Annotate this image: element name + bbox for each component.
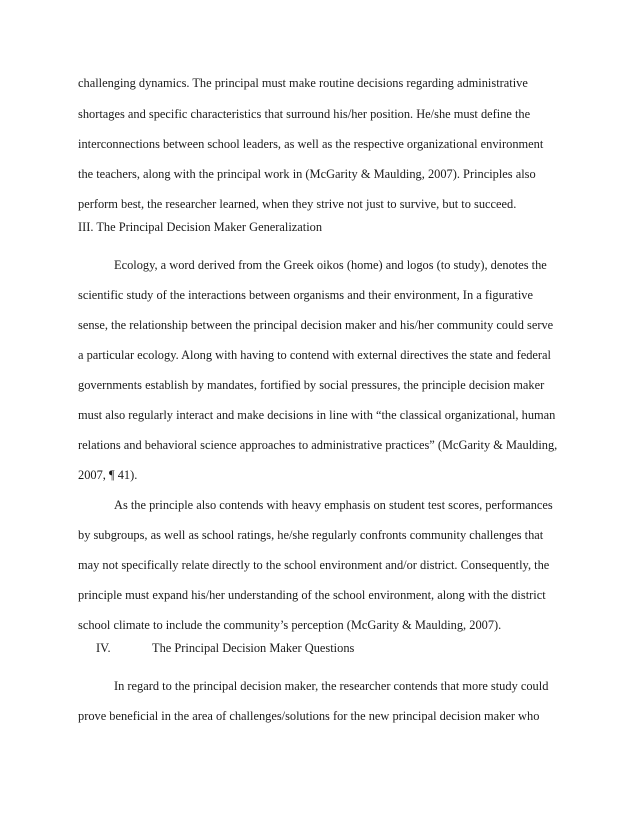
text-line: interconnections between school leaders, as well as the respective organizational environment: [78, 137, 544, 151]
text-line: governments establish by mandates, fortified by social pressures, the principle decision maker: [78, 378, 545, 392]
text-line: In regard to the principal decision maker, the researcher contends that more study could: [114, 679, 549, 693]
text-line: scientific study of the interactions between organisms and their environment, In a figurative: [78, 288, 533, 302]
text-line: prove beneficial in the area of challenges/solutions for the new principal decision maker who: [78, 709, 540, 723]
text-line: school climate to include the community’s perception (McGarity & Maulding, 2007).: [78, 618, 502, 632]
section-heading-3: III. The Principal Decision Maker Generalization: [78, 220, 323, 234]
text-line: principle must expand his/her understanding of the school environment, along with the district: [78, 588, 546, 602]
text-line: a particular ecology. Along with having to contend with external directives the state and federal: [78, 348, 551, 362]
text-line: may not specifically relate directly to the school environment and/or district. Consequently, the: [78, 558, 550, 572]
text-line: sense, the relationship between the principal decision maker and his/her community could serve: [78, 318, 554, 332]
text-line: relations and behavioral science approaches to administrative practices” (McGarity & Maulding,: [78, 438, 558, 452]
text-line: must also regularly interact and make decisions in line with “the classical organizational, human: [78, 408, 556, 422]
text-line: As the principle also contends with heavy emphasis on student test scores, performances: [114, 498, 553, 512]
heading-title: The Principal Decision Maker Questions: [152, 641, 355, 655]
text-line: challenging dynamics. The principal must make routine decisions regarding administrative: [78, 76, 528, 90]
heading-numeral: IV.: [96, 641, 111, 655]
text-line: by subgroups, as well as school ratings, he/she regularly confronts community challenges that: [78, 528, 544, 542]
text-line: perform best, the researcher learned, when they strive not just to survive, but to succeed.: [78, 197, 517, 211]
text-line: 2007, ¶ 41).: [78, 468, 138, 482]
text-line: the teachers, along with the principal work in (McGarity & Maulding, 2007). Principles also: [78, 167, 536, 181]
text-line: Ecology, a word derived from the Greek oikos (home) and logos (to study), denotes the: [114, 258, 547, 272]
text-line: shortages and specific characteristics that surround his/her position. He/she must define the: [78, 107, 531, 121]
